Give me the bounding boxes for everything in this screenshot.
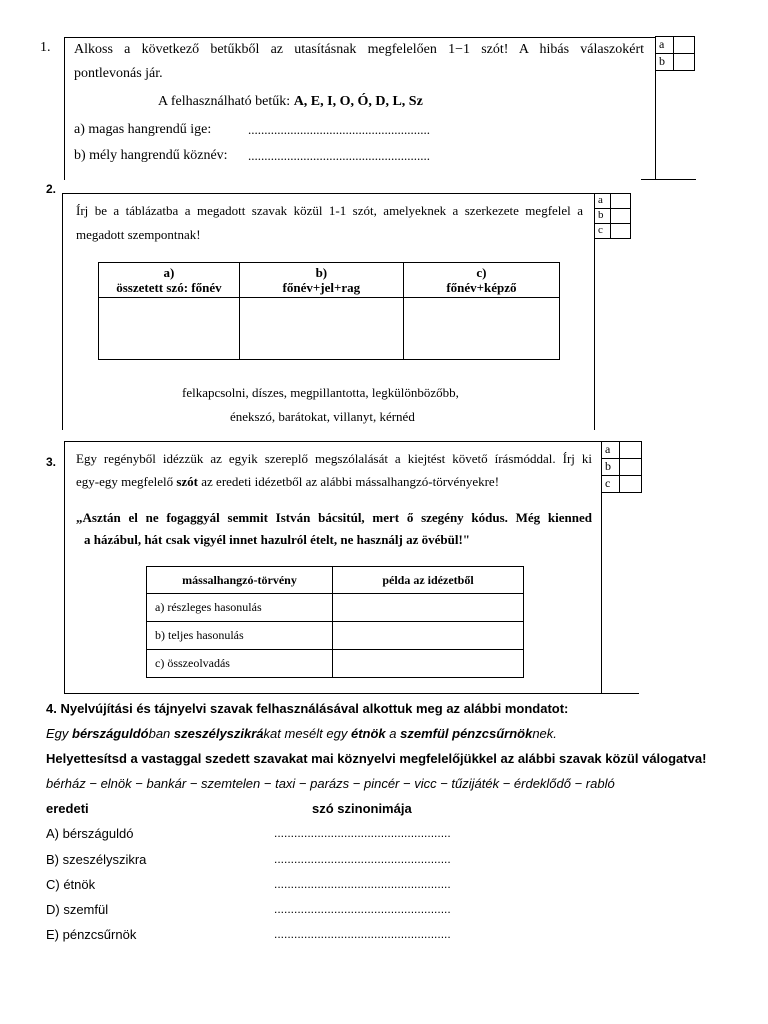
q4-item-e-label: E) pénzcsűrnök bbox=[46, 927, 137, 942]
q3-row-a-answer[interactable] bbox=[333, 594, 524, 622]
q4-title: 4. Nyelvújítási és tájnyelvi szavak felhasználásával alkottuk meg az alábbi mondatot: bbox=[46, 701, 569, 716]
q2-grade-cell-a[interactable] bbox=[611, 194, 631, 209]
q2-header-a-letter: a) bbox=[163, 265, 175, 280]
q4-item-b-label: B) szeszélyszikra bbox=[46, 852, 147, 867]
q2-top-border bbox=[62, 193, 594, 194]
q3-instruction-line2-bold: szót bbox=[176, 474, 199, 489]
q3-instruction-line1: Egy regényből idézzük az egyik szereplő megszólalását a kiejtést követő írásmóddal. Írj ki bbox=[76, 451, 592, 466]
q1-bottom-stub bbox=[641, 179, 696, 180]
q2-grade-label-a: a bbox=[595, 194, 611, 209]
q2-left-border bbox=[62, 193, 63, 430]
q3-grade-label-c: c bbox=[602, 476, 620, 493]
q3-grade-box bbox=[601, 441, 642, 493]
q2-grade-cell-c[interactable] bbox=[611, 224, 631, 239]
q2-header-b-label: főnév+jel+rag bbox=[282, 280, 361, 295]
q4-sentence-part4: a bbox=[385, 726, 401, 741]
q1-item-a: a) magas hangrendű ige: bbox=[74, 122, 212, 137]
q3-grade-label-a: a bbox=[602, 442, 620, 459]
q1-grade-label-a: a bbox=[656, 37, 674, 54]
q1-top-border bbox=[64, 37, 655, 38]
q4-item-a-answer-line[interactable]: ..................................................... bbox=[274, 826, 451, 840]
q4-sentence-bold3: étnök bbox=[350, 726, 386, 741]
q2-answer-cell-b[interactable] bbox=[239, 298, 403, 360]
q1-item-b: b) mély hangrendű köznév: bbox=[74, 148, 228, 163]
q2-header-a bbox=[99, 263, 240, 298]
q1-item-b-answer-line[interactable]: ........................................................ bbox=[248, 148, 430, 163]
q3-instruction-line2-pre: egy-egy megfelelő bbox=[76, 474, 177, 489]
q2-instruction-line1: Írj be a táblázatba a megadott szavak közül 1-1 szót, amelyeknek a szerkezete megfelel a bbox=[76, 203, 583, 218]
q2-header-c bbox=[403, 263, 559, 298]
q2-header-b bbox=[239, 263, 403, 298]
q2-answer-table bbox=[98, 262, 560, 360]
q4-col-original: eredeti bbox=[46, 801, 89, 816]
q4-sentence-bold2: szeszélyszikrá bbox=[173, 726, 264, 741]
q2-word-list-line2: énekszó, barátokat, villanyt, kérnéd bbox=[230, 409, 415, 424]
q4-item-c-answer-line[interactable]: ..................................................... bbox=[274, 877, 451, 891]
q1-grade-label-b: b bbox=[656, 54, 674, 71]
q3-row-c-label: c) összeolvadás bbox=[147, 650, 333, 678]
q3-quote-line1: „Asztán el ne fogaggyál semmit István bácsitúl, mert ő szegény kódus. Még kienned bbox=[76, 510, 592, 525]
q4-sentence-part1: Egy bbox=[46, 726, 73, 741]
q4-word-list: bérház − elnök − bankár − szemtelen − taxi − parázs − pincér − vicc − tűzijáték − érdeklődő − rabló bbox=[46, 776, 615, 791]
q1-instruction-line2: pontlevonás jár. bbox=[74, 66, 163, 81]
q4-sentence-bold4: szemfül pénzcsűrnök bbox=[400, 726, 533, 741]
q4-sentence-bold1: bérszáguldó bbox=[72, 726, 149, 741]
q1-grade-box bbox=[655, 36, 695, 71]
q2-grade-label-b: b bbox=[595, 209, 611, 224]
q3-header-example: példa az idézetből bbox=[333, 567, 524, 594]
q4-item-c-label: C) étnök bbox=[46, 877, 96, 892]
q4-sentence bbox=[46, 726, 557, 741]
q3-left-border bbox=[64, 441, 65, 694]
q2-word-list-line1: felkapcsolni, díszes, megpillantotta, legkülönbözőbb, bbox=[182, 385, 459, 400]
q3-row-c-answer[interactable] bbox=[333, 650, 524, 678]
q1-number: 1. bbox=[40, 40, 51, 55]
q1-grade-cell-a[interactable] bbox=[674, 37, 695, 54]
q3-header-law: mássalhangzó-törvény bbox=[147, 567, 333, 594]
q3-row-b-label: b) teljes hasonulás bbox=[147, 622, 333, 650]
q2-header-a-label: összetett szó: főnév bbox=[116, 280, 222, 295]
q3-top-border bbox=[64, 441, 601, 442]
q3-row-b-answer[interactable] bbox=[333, 622, 524, 650]
q1-grade-cell-b[interactable] bbox=[674, 54, 695, 71]
q1-instruction-line1: Alkoss a következő betűkből az utasításnak megfelelően 1−1 szót! A hibás válaszokért bbox=[74, 42, 644, 57]
q4-item-e-answer-line[interactable]: ..................................................... bbox=[274, 927, 451, 941]
q2-grade-cell-b[interactable] bbox=[611, 209, 631, 224]
q2-grade-label-c: c bbox=[595, 224, 611, 239]
q3-bottom-border bbox=[64, 693, 639, 694]
q1-left-border bbox=[64, 37, 65, 180]
q3-number: 3. bbox=[46, 455, 57, 469]
q4-item-d-label: D) szemfül bbox=[46, 902, 109, 917]
q4-item-b-answer-line[interactable]: ..................................................... bbox=[274, 852, 451, 866]
q2-answer-cell-a[interactable] bbox=[99, 298, 240, 360]
q3-row-a-label: a) részleges hasonulás bbox=[147, 594, 333, 622]
q4-item-a-label: A) bérszáguldó bbox=[46, 826, 134, 841]
q2-answer-cell-c[interactable] bbox=[403, 298, 559, 360]
q4-sentence-part2: ban bbox=[148, 726, 174, 741]
q3-instruction-line2 bbox=[76, 474, 499, 490]
q2-grade-box bbox=[594, 193, 631, 239]
q3-instruction-line2-post: az eredeti idézetből az alábbi mássalhangzó-törvényekre! bbox=[198, 474, 500, 489]
q3-grade-cell-a[interactable] bbox=[620, 442, 642, 459]
q3-grade-cell-c[interactable] bbox=[620, 476, 642, 493]
q4-instruction: Helyettesítsd a vastaggal szedett szavakat mai köznyelvi megfelelőjükkel az alábbi szavak közül válogatva! bbox=[46, 751, 707, 766]
q1-letters bbox=[158, 94, 423, 110]
q2-header-c-letter: c) bbox=[476, 265, 487, 280]
q2-instruction-line2: megadott szempontnak! bbox=[76, 227, 201, 242]
q2-header-b-letter: b) bbox=[315, 265, 328, 280]
q4-col-synonym: szó szinonimája bbox=[312, 801, 412, 816]
q1-letters-list: A, E, I, O, Ó, D, L, Sz bbox=[293, 94, 423, 109]
q2-number: 2. bbox=[46, 182, 57, 196]
q2-header-c-label: főnév+képző bbox=[446, 280, 517, 295]
q4-sentence-part3: kat mesélt egy bbox=[263, 726, 351, 741]
q4-item-d-answer-line[interactable]: ..................................................... bbox=[274, 902, 451, 916]
q3-answer-table bbox=[146, 566, 524, 678]
q1-letters-label: A felhasználható betűk: bbox=[158, 94, 294, 109]
q1-item-a-answer-line[interactable]: ........................................................ bbox=[248, 122, 430, 137]
q3-grade-label-b: b bbox=[602, 459, 620, 476]
q4-sentence-part5: nek. bbox=[532, 726, 557, 741]
q3-grade-cell-b[interactable] bbox=[620, 459, 642, 476]
q3-quote-line2: a házábul, hát csak vigyél innet hazulról ételt, ne használj az övébül!" bbox=[84, 532, 471, 547]
